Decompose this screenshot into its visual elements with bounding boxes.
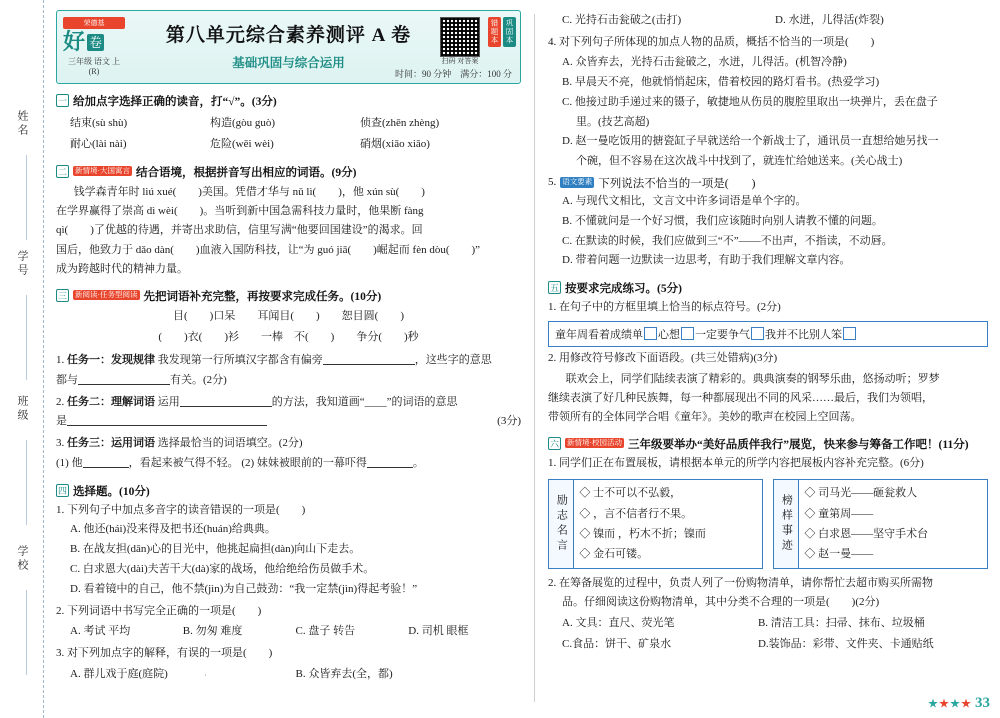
badge-language-element: 语文要素 [562, 176, 593, 186]
punct-box-2[interactable] [681, 327, 694, 340]
board-models[interactable] [773, 479, 988, 568]
print-mark: · [204, 669, 207, 680]
section-one [56, 93, 521, 155]
question-2[interactable]: 2. 下列词语中书写完全正确的一项是( ) [56, 604, 262, 617]
task-three-item1b: ，看起来被气得不轻。 [128, 456, 239, 469]
section-title: 三年级要举办“美好品质伴我行”展览，快来参与筹备工作吧！(11分) [628, 439, 969, 452]
grade-subject-label: 三年级 语文 上(R) [68, 57, 120, 76]
task-two-text3: 是 [56, 415, 67, 428]
shopping-question-line2: 品。仔细阅读这份购物清单，其中分类不合理的一项是( )(2分) [562, 596, 880, 609]
task-three-text: 选择最恰当的词语填空。(2分) [157, 437, 303, 450]
task-two [56, 393, 521, 413]
punct-text-a: 童年周看着成绩单 [555, 328, 643, 341]
question-4-title[interactable]: 对下列句子所体现的加点人物的品质，概括不恰当的一项是( ) [559, 36, 875, 49]
section-title: 按要求完成练习。(5分) [565, 283, 682, 296]
decorative-stars [928, 699, 971, 709]
task-one-text: 我发现第一行所填汉字都含有偏旁 [157, 353, 323, 366]
task-one-text4: 有关。(2分) [170, 373, 227, 386]
option-shop-a[interactable]: A. 文具：直尺、荧光笔 [562, 617, 675, 630]
passage-line-4: 国后，他致力于 dǎo dàn( )血液入国防科技，让“为 guó jiā( )崛起而 fèn dòu( )” [56, 243, 481, 256]
punct-box-1[interactable] [644, 327, 657, 340]
badge-new-reading: 新阅读·任务型阅读 [75, 290, 138, 300]
board-models-item-3[interactable]: ◇ 白求恩——坚守手术台 [804, 527, 929, 540]
option-3c[interactable]: C. 光持石击瓮破之(击打) [562, 14, 682, 26]
pinyin-choice-3[interactable]: 侦查(zhēn zhèng) [360, 117, 440, 129]
option-4c[interactable]: C. 他接过助手递过来的镊子，敏捷地从伤员的腹腔里取出一块弹片，丢在盘子 [562, 95, 938, 108]
section-six [548, 436, 988, 653]
option-1a[interactable]: A. 他还(hái)没来得及把书还(huán)给典典。 [70, 523, 276, 536]
board-models-heading: 榜样事迹 [774, 480, 799, 567]
task-three-label: 任务三：运用词语 [67, 437, 155, 450]
option-2c[interactable]: C. 盘子 转告 [295, 625, 356, 638]
punct-question: 1. 在句子中的方框里填上恰当的标点符号。(2分) [548, 301, 781, 314]
punct-box-4[interactable] [843, 327, 856, 340]
passage-line-1: 钱学森青年时 liú xué( )美国。凭借才华与 nǔ lì( )，他 xún sù( ) [73, 185, 425, 198]
punctuation-answer-line[interactable] [548, 321, 988, 347]
option-5d[interactable]: D. 带着问题一边默读一边思考，有助于我们理解文章内容。 [562, 254, 851, 267]
task-three [56, 434, 521, 454]
board-models-item-2[interactable]: ◇ 童第周—— [804, 507, 874, 520]
option-4d-cont: 个碗，但不容易在这次战斗中找到了，就连忙给她送来。(关心战士) [576, 155, 903, 168]
option-shop-c[interactable]: C.食品：饼干、矿泉水 [562, 637, 672, 650]
page-footer [928, 695, 990, 712]
option-2b[interactable]: B. 勿匆 难度 [182, 625, 243, 638]
task-two-text4: (3分) [497, 415, 521, 428]
task-three-item1: (1) 他 [56, 456, 83, 469]
badge-new-campus-activity: 新情境·校园活动 [567, 438, 622, 448]
section-number: 五 [549, 283, 559, 294]
pinyin-choice-1[interactable]: 结束(sù shù) [70, 117, 128, 129]
question-3[interactable]: 3. 对下列加点字的解释，有误的一项是( ) [56, 646, 273, 659]
section-number: 四 [57, 485, 67, 496]
board-models-item-1[interactable]: ◇ 司马光——砸瓮救人 [804, 487, 918, 500]
task-three-number: 3. [56, 437, 67, 450]
task-one-text3: 都与 [56, 373, 78, 386]
exam-meta: 时间：90 分钟 满分：100 分 [394, 69, 512, 79]
passage-line-2: 在学界赢得了崇高 dì wèi( )。当听到新中国急需科技力量时，他果断 fàng [56, 205, 424, 218]
option-4a[interactable]: A. 众皆弃去，光持石击瓮破之，水迸，儿得活。(机智冷静) [562, 56, 847, 69]
punct-text-c: 一定要争气 [695, 328, 750, 341]
option-4d[interactable]: D. 赵一曼吃饭用的搪瓷缸子早就送给一个新战士了，通讯员一直想给她另找一 [562, 135, 939, 148]
option-2d[interactable]: D. 司机 眼框 [408, 625, 469, 638]
margin-strip [0, 0, 44, 718]
option-5c[interactable]: C. 在默读的时候，我们应做到三“不”——不出声，不指读，不动唇。 [562, 234, 893, 247]
question-1[interactable]: 1. 下列句子中加点多音字的读音错误的一项是( ) [56, 503, 306, 516]
section-number: 二 [57, 166, 67, 177]
page-subtitle: 基础巩固与综合运用 [232, 56, 345, 70]
brand-logo [63, 17, 125, 76]
margin-label-class: 班级 [16, 395, 28, 423]
section-title: 选择题。(10分) [73, 485, 150, 498]
board-quotes-item-1[interactable]: ◇ 士不可以不弘毅， [579, 487, 682, 500]
side-tabs [488, 17, 516, 47]
shopping-question-line1: 2. 在筹备展览的过程中，负责人列了一份购物清单，请你帮忙去超市购买所需物 [548, 576, 933, 589]
option-1c[interactable]: C. 白求恩大(dài)夫苦干大(dà)家的战场，他给绝给伤员做手术。 [70, 563, 375, 576]
section-five [548, 280, 988, 427]
board-quotes[interactable] [548, 479, 763, 568]
task-three-item2: (2) 妹妹被眼前的一幕吓得 [241, 456, 367, 469]
task-three-item2b: 。 [412, 456, 424, 469]
section-four [56, 483, 521, 684]
option-3a[interactable]: A. 群儿戏于庭(庭院) [70, 667, 168, 680]
task-one [56, 351, 521, 371]
pinyin-choice-5[interactable]: 危险(wēi wèi) [210, 137, 274, 150]
board-quotes-item-2[interactable]: ◇ ，言不信者行不果。 [579, 507, 693, 520]
edit-passage-3[interactable]: 带领所有的全体同学合唱《童年》。美妙的歌声在校园上空回荡。 [548, 411, 862, 424]
task-one-number: 1. [56, 353, 67, 366]
task-one-label: 任务一：发现规律 [67, 353, 155, 366]
option-2a[interactable]: A. 考试 平均 [70, 625, 131, 638]
idiom-line-2[interactable]: ( )衣( )衫 一棒 不( ) 争分( )秒 [158, 331, 419, 344]
option-3d[interactable]: D. 水迸，儿得活(炸裂) [775, 14, 884, 26]
section-three [56, 288, 521, 474]
option-shop-d[interactable]: D.装饰品：彩带、文件夹、卡通贴纸 [757, 637, 934, 650]
tab-error-book[interactable]: 错题本 [490, 19, 499, 45]
logo-char-juan: 卷 [89, 34, 103, 50]
option-4b[interactable]: B. 早晨天不亮，他就悄悄起床，借着校园的路灯看书。(热爱学习) [562, 75, 880, 88]
margin-label-id: 学号 [16, 250, 28, 278]
logo-char-hao: 好 [63, 29, 86, 54]
margin-label-school: 学校 [16, 545, 28, 573]
pinyin-choice-2[interactable]: 构造(gòu guò) [210, 117, 276, 129]
edit-question: 2. 用修改符号修改下面语段。(共三处错病)(3分) [548, 351, 778, 364]
page-number: 33 [975, 695, 990, 711]
section-title: 给加点字选择正确的读音，打“√”。(3分) [73, 96, 277, 108]
board-models-item-4[interactable]: ◇ 赵一曼—— [804, 548, 874, 561]
question-5-block [548, 175, 988, 271]
option-1b[interactable]: B. 在战友担(dān)心的目光中，他挑起扁担(dàn)向山下走去。 [70, 543, 361, 556]
question-5-number: 5. [548, 175, 557, 188]
qr-code-icon[interactable] [440, 17, 480, 57]
page-title: 第八单元综合素养测评 A 卷 [165, 25, 412, 46]
column-divider [534, 14, 535, 702]
tab-review-book[interactable]: 巩固本 [505, 19, 514, 45]
option-3b[interactable]: B. 众皆弃去(全，都) [295, 667, 393, 680]
qr-code-block[interactable] [440, 17, 480, 66]
task-two-number: 2. [56, 395, 67, 408]
board-question: 1. 同学们正在布置展板，请根据本单元的所学内容把展板内容补充完整。(6分) [548, 457, 924, 470]
badge-new-context: 新情境·大国寓言 [75, 165, 130, 175]
pinyin-choice-6[interactable]: 硝烟(xiāo xiāo) [360, 137, 430, 150]
option-5b[interactable]: B. 不懂就问是一个好习惯，我们应该随时向别人请教不懂的问题。 [562, 214, 883, 227]
section-two [56, 164, 521, 279]
task-one-text2: ，这些字的意思 [414, 353, 492, 366]
edit-passage-1[interactable]: 联欢会上，同学们陆续表演了精彩的。典典演奏的钢琴乐曲，悠扬动听；罗梦 [565, 372, 940, 385]
page-header [56, 10, 521, 84]
brand-badge: 荣德基 [63, 17, 125, 29]
task-two-text2: 的方法，我知道画“____”的词语的意思 [271, 395, 458, 408]
display-boards [548, 479, 988, 568]
section-title: 先把词语补充完整，再按要求完成任务。(10分) [143, 291, 382, 304]
section-title: 结合语境，根据拼音写出相应的词语。(9分) [136, 166, 357, 179]
passage-line-3: qì( )了优越的待遇，并寄出求助信，信里写满“他要回国建设”的渴求。回 [56, 224, 423, 237]
board-quotes-item-3[interactable]: ◇ 镍而 ，朽木不折；镍而 [579, 527, 706, 540]
section-number: 三 [57, 291, 67, 302]
edit-passage-2[interactable]: 继续表演了好几种民族舞，每一种都展现出不同的风采……最后，我们为领唱， [548, 391, 933, 404]
section-number: 一 [57, 96, 67, 106]
idiom-line-1[interactable]: 目( )口呆 耳闻目( ) 恕目圆( ) [173, 310, 404, 323]
passage-line-5: 成为跨越时代的精神力量。 [56, 262, 188, 275]
question-4-block [548, 33, 988, 172]
punct-box-3[interactable] [751, 327, 764, 340]
option-4c-cont: 里。(技艺高超) [576, 115, 650, 128]
task-two-text: 运用 [157, 395, 180, 408]
option-shop-b[interactable]: B. 清洁工具：扫帚、抹布、垃圾桶 [757, 617, 925, 630]
pinyin-choice-4[interactable]: 耐心(lài nài) [70, 137, 127, 150]
margin-label-name: 姓名 [16, 110, 28, 138]
qr-caption: 扫码 对答案 [441, 57, 479, 65]
right-column [548, 10, 988, 654]
option-1d[interactable]: D. 看着镜中的自己，他不禁(jìn)为自己鼓劲：“我一定禁(jìn)得起考验！” [70, 582, 418, 595]
section-number: 六 [549, 439, 559, 450]
board-quotes-item-4[interactable]: ◇ 金石可镂。 [579, 548, 649, 561]
question-5-title[interactable]: 下列说法不恰当的一项是( ) [598, 177, 756, 190]
option-5a[interactable]: A. 与现代文相比，文言文中许多词语是单个字的。 [562, 194, 807, 207]
punct-text-d: 我并不比别人笨 [765, 328, 842, 341]
left-column [56, 10, 521, 684]
board-quotes-heading: 励志名言 [549, 480, 574, 567]
question-4-number: 4. [548, 36, 557, 49]
punct-text-b: 心想 [658, 328, 680, 341]
task-two-label: 任务二：理解词语 [67, 395, 155, 408]
